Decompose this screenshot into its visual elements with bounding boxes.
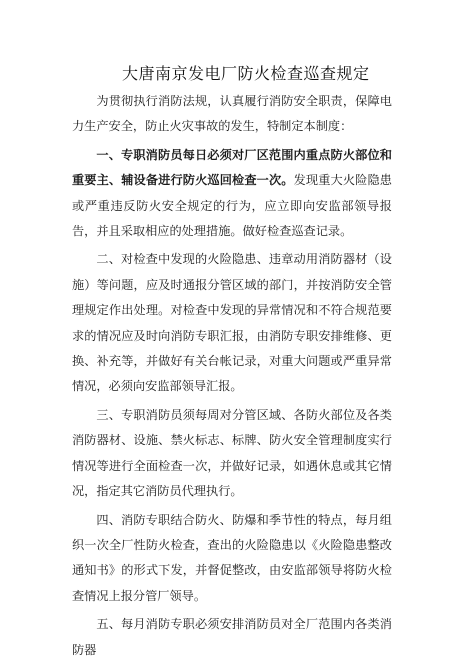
- item-3-paragraph: 三、专职消防员须每周对分管区域、各防火部位及各类消防器材、设施、禁火标志、标牌、防火安全管理制度实行情况等进行全面检查一次，并做好记录，如遇休息或其它情况，指定其它消防员代理执行。: [72, 407, 392, 499]
- intro-paragraph: 为贯彻执行消防法规，认真履行消防安全职责，保障电力生产安全，防止火灾事故的发生，特制定本制度：: [72, 94, 392, 134]
- item-1-paragraph: [72, 143, 392, 245]
- item-5-paragraph: 五、每月消防专职必须安排消防员对全厂范围内各类消防器: [72, 617, 392, 657]
- item-1-lead: 一、专职消防员每日必须对厂区范围内重点防火部位和重要主、辅设备进行防火巡回检查一次。: [72, 147, 392, 188]
- item-4-paragraph: 四、消防专职结合防火、防爆和季节性的特点，每月组织一次全厂性防火检查，查出的火险隐患以《火险隐患整改通知书》的形式下发，并督促整改，由安监部领导将防火检查情况上报分管厂领导。: [72, 512, 392, 603]
- document-title: 大唐南京发电厂防火检查巡查规定: [122, 64, 370, 83]
- document-page: [72, 0, 392, 655]
- item-1-text: 发现重大火险隐患或严重违反防火安全规定的行为，应立即向安监部领导报告，并且采取相应的处理措施。做好检查巡查记录。: [72, 173, 392, 239]
- item-2-paragraph: 二、对检查中发现的火险隐患、违章动用消防器材（设施）等问题，应及时通报分管区域的部门，并按消防安全管理规定作出处理。对检查中发现的异常情况和不符合规范要求的情况应及时向消防专职汇报，由消防专职安排维修、更换、补充等，并做好有关台帐记录，对重大问题或严重异常情况，必须向安监部领导汇报。: [72, 252, 392, 394]
- document-body: [72, 89, 392, 666]
